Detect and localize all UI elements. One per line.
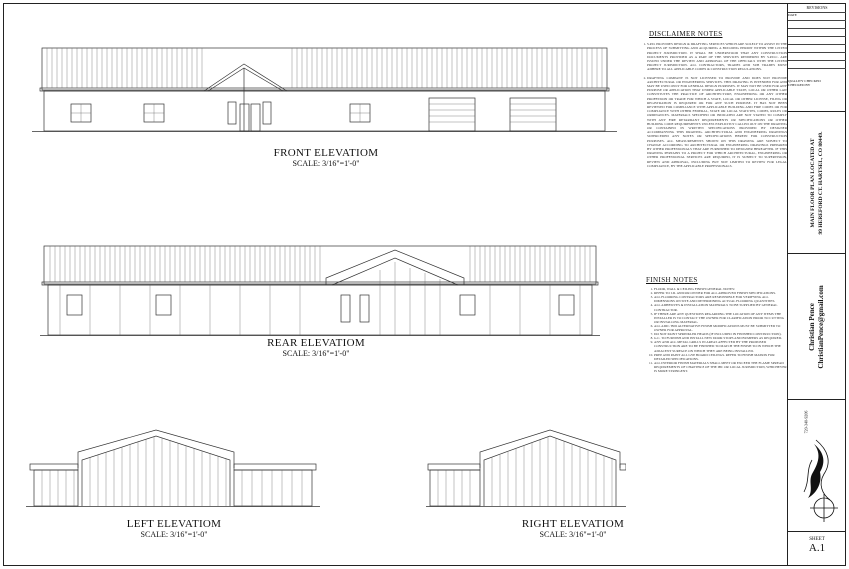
- rear-elevation-scale: SCALE: 3/16"=1'-0": [282, 349, 350, 358]
- drawing-sheet: [3, 3, 846, 566]
- finish-heading: FINISH NOTES: [646, 276, 698, 284]
- finish-item: 7. DO NOT PAINT SPRINKLER HEADS (IF INCLUDED IN FINISHED CONSTRUCTION).: [654, 332, 787, 336]
- finish-item: 11. ALL INTERIOR FINISH MATERIALS SHALL MEET OR EXCEED THE FLAME SPREAD REQUIREMENTS OF CHAPTER 8 OF THE IBC OR LOCAL JURISDICTION, WHICHEVER IS MORE STRINGENT.: [654, 361, 787, 373]
- front-elevation-drawing: [32, 32, 617, 132]
- disclaimer-heading: DISCLAIMER NOTES: [649, 30, 723, 38]
- revision-row: [788, 53, 846, 61]
- sheet-number: A.1: [808, 542, 826, 554]
- sheet-number-block: [788, 532, 846, 565]
- rear-elevation-caption: [226, 337, 406, 358]
- designer-email: ChristianPence@gmail.com: [817, 284, 825, 369]
- designer-block: [788, 254, 846, 400]
- revision-row: [788, 45, 846, 53]
- rear-elevation-title: REAR ELEVATIOM: [267, 337, 365, 349]
- left-elevation-scale: SCALE: 3/16"=1'-0": [140, 530, 208, 539]
- revision-row: DATE: [788, 13, 846, 21]
- project-address: 99 HEREFORD CT. HARTSEL, CO 80449.: [818, 131, 824, 234]
- revisions-block: [788, 4, 846, 112]
- finish-item: 6. ALL ADD / BID ALTERNATIVE FINISH MODIFICATIONS MUST BE SUBMITTED TO OWNER FOR APPROVAL.: [654, 324, 787, 332]
- left-elevation-title: LEFT ELEVATIOM: [126, 518, 222, 530]
- sheet-label: SHEET: [809, 537, 825, 542]
- right-elevation-title: RIGHT ELEVATIOM: [521, 518, 625, 530]
- front-elevation-caption: [236, 147, 416, 168]
- revision-row: [788, 29, 846, 37]
- finish-item: 9. ANY AND ALL METAL GRILLS IN AREAS AFFECTED BY THE PROPOSED CONSTRUCTION ARE TO BE FINISHED TO MATCH THE FINISH TO IN WHICH THE ADJACENT SURFACE ON WHICH THEY ARE BEING INSTALLED.: [654, 340, 787, 352]
- finish-item: 5. IF THERE ARE ANY QUESTIONS REGARDING THE LOCATION OF ANY ITEMS THE INSTALLER IS TO CONTACT THE OWNER FOR CLARIFICATION PRIOR TO CUTTING OR INSTALLING MATERIAL.: [654, 312, 787, 324]
- project-title: MAIN FLOOR PLAN LOCATED AT: [810, 137, 816, 228]
- company-logo: [788, 400, 846, 532]
- finish-item: 3. ALL FLOORING CONTRACTORS ARE RESPONSIBLE FOR VERIFYING ALL DIMENSIONS ON SITE AND DETERMINING ACTUAL FLOORING QUANTITIES.: [654, 295, 787, 303]
- revisions-heading: REVISIONS: [788, 4, 846, 13]
- revision-row: [788, 61, 846, 69]
- finish-item: 10. PREP AND PAINT ALL GYP BOARD CEILINGS. REFER TO FINISH MATRIX FOR DETAILED SPECIFICATIONS.: [654, 353, 787, 361]
- finish-item: 1. FLOOR, WALL & CEILING FINISH GENERAL NOTES:: [654, 287, 787, 291]
- finish-item: 8. G.C. TO FURNISH AND INSTALL NEW DOOR STOPS AND BUMPERS AS REQUIRED.: [654, 336, 787, 340]
- left-elevation-caption: [84, 518, 264, 539]
- rear-elevation-drawing: [40, 240, 600, 336]
- title-block: [787, 4, 846, 565]
- right-elevation-scale: SCALE: 3/16"=1'-0": [539, 530, 607, 539]
- designer-name: Christian Pence: [808, 302, 816, 351]
- revision-row: [788, 21, 846, 29]
- finish-item: 4. ALL ADHESIVES & INSTALLATION MATERIALS TO BE SUPPLIED BY GENERAL CONTRACTOR.: [654, 303, 787, 311]
- left-elevation-drawing: [26, 428, 320, 512]
- logo-block: [788, 400, 846, 532]
- right-elevation-drawing: [426, 428, 626, 512]
- finish-notes: [644, 278, 787, 373]
- disclaimer-item: 2. DRAFTING COMPANY IS NOT LICENSED TO PROVIDE AND DOES NOT PROVIDE ARCHITECTURAL OR ENGINEERING SERVICES. THIS DRAWING IS INTENDED FOR AND MAY BE USED ONLY FOR GENERAL DESIGN PURPOSES. IT MAY NOT BE USED FOR ANY PURPOSE OR APPLICATION THAT UNDER APPLICABLE STATE, LOCAL OR OTHER LAW CONSTITUTES THE PRACTICE OF ARCHITECTURE, ENGINEERING OR ANY OTHER PROFESSION OR TRADE FOR WHICH A STATE, LOCAL OR OTHER LICENSE, FILING OR REGISTRATION IS REQUIRED OR FOR ANY SUCH PURPOSE. IT HAS NOT BEEN REVIEWED FOR COMPLIANCE WITH APPLICABLE BUILDING AND FIRE CODES OR FOR COMPLIANCE WITH OTHER FEDERAL, STATE OR LOCAL STATUTES, CODES, RULES OR ORDINANCES. MATERIALS SPECIFIED OR INDICATED ARE NOT STATED TO COMPLY WITH ANY FIRE RETARDANT REQUIREMENTS OR SPECIFICATIONS OR OTHER BUILDING CODE REQUIREMENTS UNLESS EXPLICITLY CALLED OUT ON THE DRAWING OR CONTAINED IN WRITTEN SPECIFICATIONS PROVIDED BY DESIGNER ACCOMPANYING THIS DRAWING. ARCHITECTURAL AND ENGINEERING DRAWINGS SUPERCEDED ANY NOTES OR SPECIFICATIONS HEREIN FOR CONSTRUCTION PURPOSES. ALL MEASUREMENTS SHOWN ON THIS DRAWING ARE SUBJECT TO CHANGE ACCORDING TO ARCHITECTURAL OR ENGINEERING DRAWINGS PREPARED BY OTHER PROFESSIONALS THAT ARE FURNISHED TO DESIGNER HEREAFTER. IF THIS DRAWING PERTAINS TO A PROJECT FOR WHICH ARCHITECTURAL, ENGINEERING OR OTHER PROFESSIONAL SERVICES ARE REQUIRED, IT IS SUBJECT TO SUPERVISION, REVIEW AND APPROVAL, INCLUDING BUT NOT LIMITED TO REVIEW FOR LEGAL COMPLIANCE, BY THE APPLICABLE PROFESSIONALS.: [647, 76, 787, 168]
- quality-checked-label: QUALITY CHECKED: [788, 79, 821, 83]
- project-address-block: [788, 112, 846, 254]
- disclaimer-item: 1. S.P.D. PROVIDES DESIGN & DRAFTING SERVICES WHICH ARE SOLELY TO ASSIST IN THE PROCESS OF SUBMITTING AND ACQUIRING A BUILDING PERMIT WITHIN THE LISTED PROJECT JURISDICTION. IT SHALL BE UNDERSTOOD THAT ANY CONSTRUCTION DOCUMENTS PROVIDED AS A PART OF THE SERVICES RENDERED BY S.P.D.C. ARE ISSUED UNDER THE REVIEW AND APPROVAL OF THE OFFICIALS WITH THE LISTED PROJECT JURISDICTION. ALL CONTRACTORS, TRADES AND SUB TRADES MUST ADHERE TO ALL APPLICABLE CODES & CONSTRUCTION REGULATIONS.: [647, 42, 787, 71]
- elevations-area: [4, 4, 629, 565]
- phone-number: 720-340-9206: [803, 410, 809, 434]
- revision-row: [788, 37, 846, 45]
- disclaimer-notes: [637, 32, 787, 172]
- front-elevation-scale: SCALE: 3/16"=1'-0": [292, 159, 360, 168]
- checked-by-label: CHECKED BY: [788, 83, 811, 87]
- finish-item: 2. REFER TO I.D. AND/OR OWNER FOR ALL APPROVED FINISH SPECIFICATIONS.: [654, 291, 787, 295]
- right-elevation-caption: [483, 518, 663, 539]
- front-elevation-title: FRONT ELEVATIOM: [273, 147, 379, 159]
